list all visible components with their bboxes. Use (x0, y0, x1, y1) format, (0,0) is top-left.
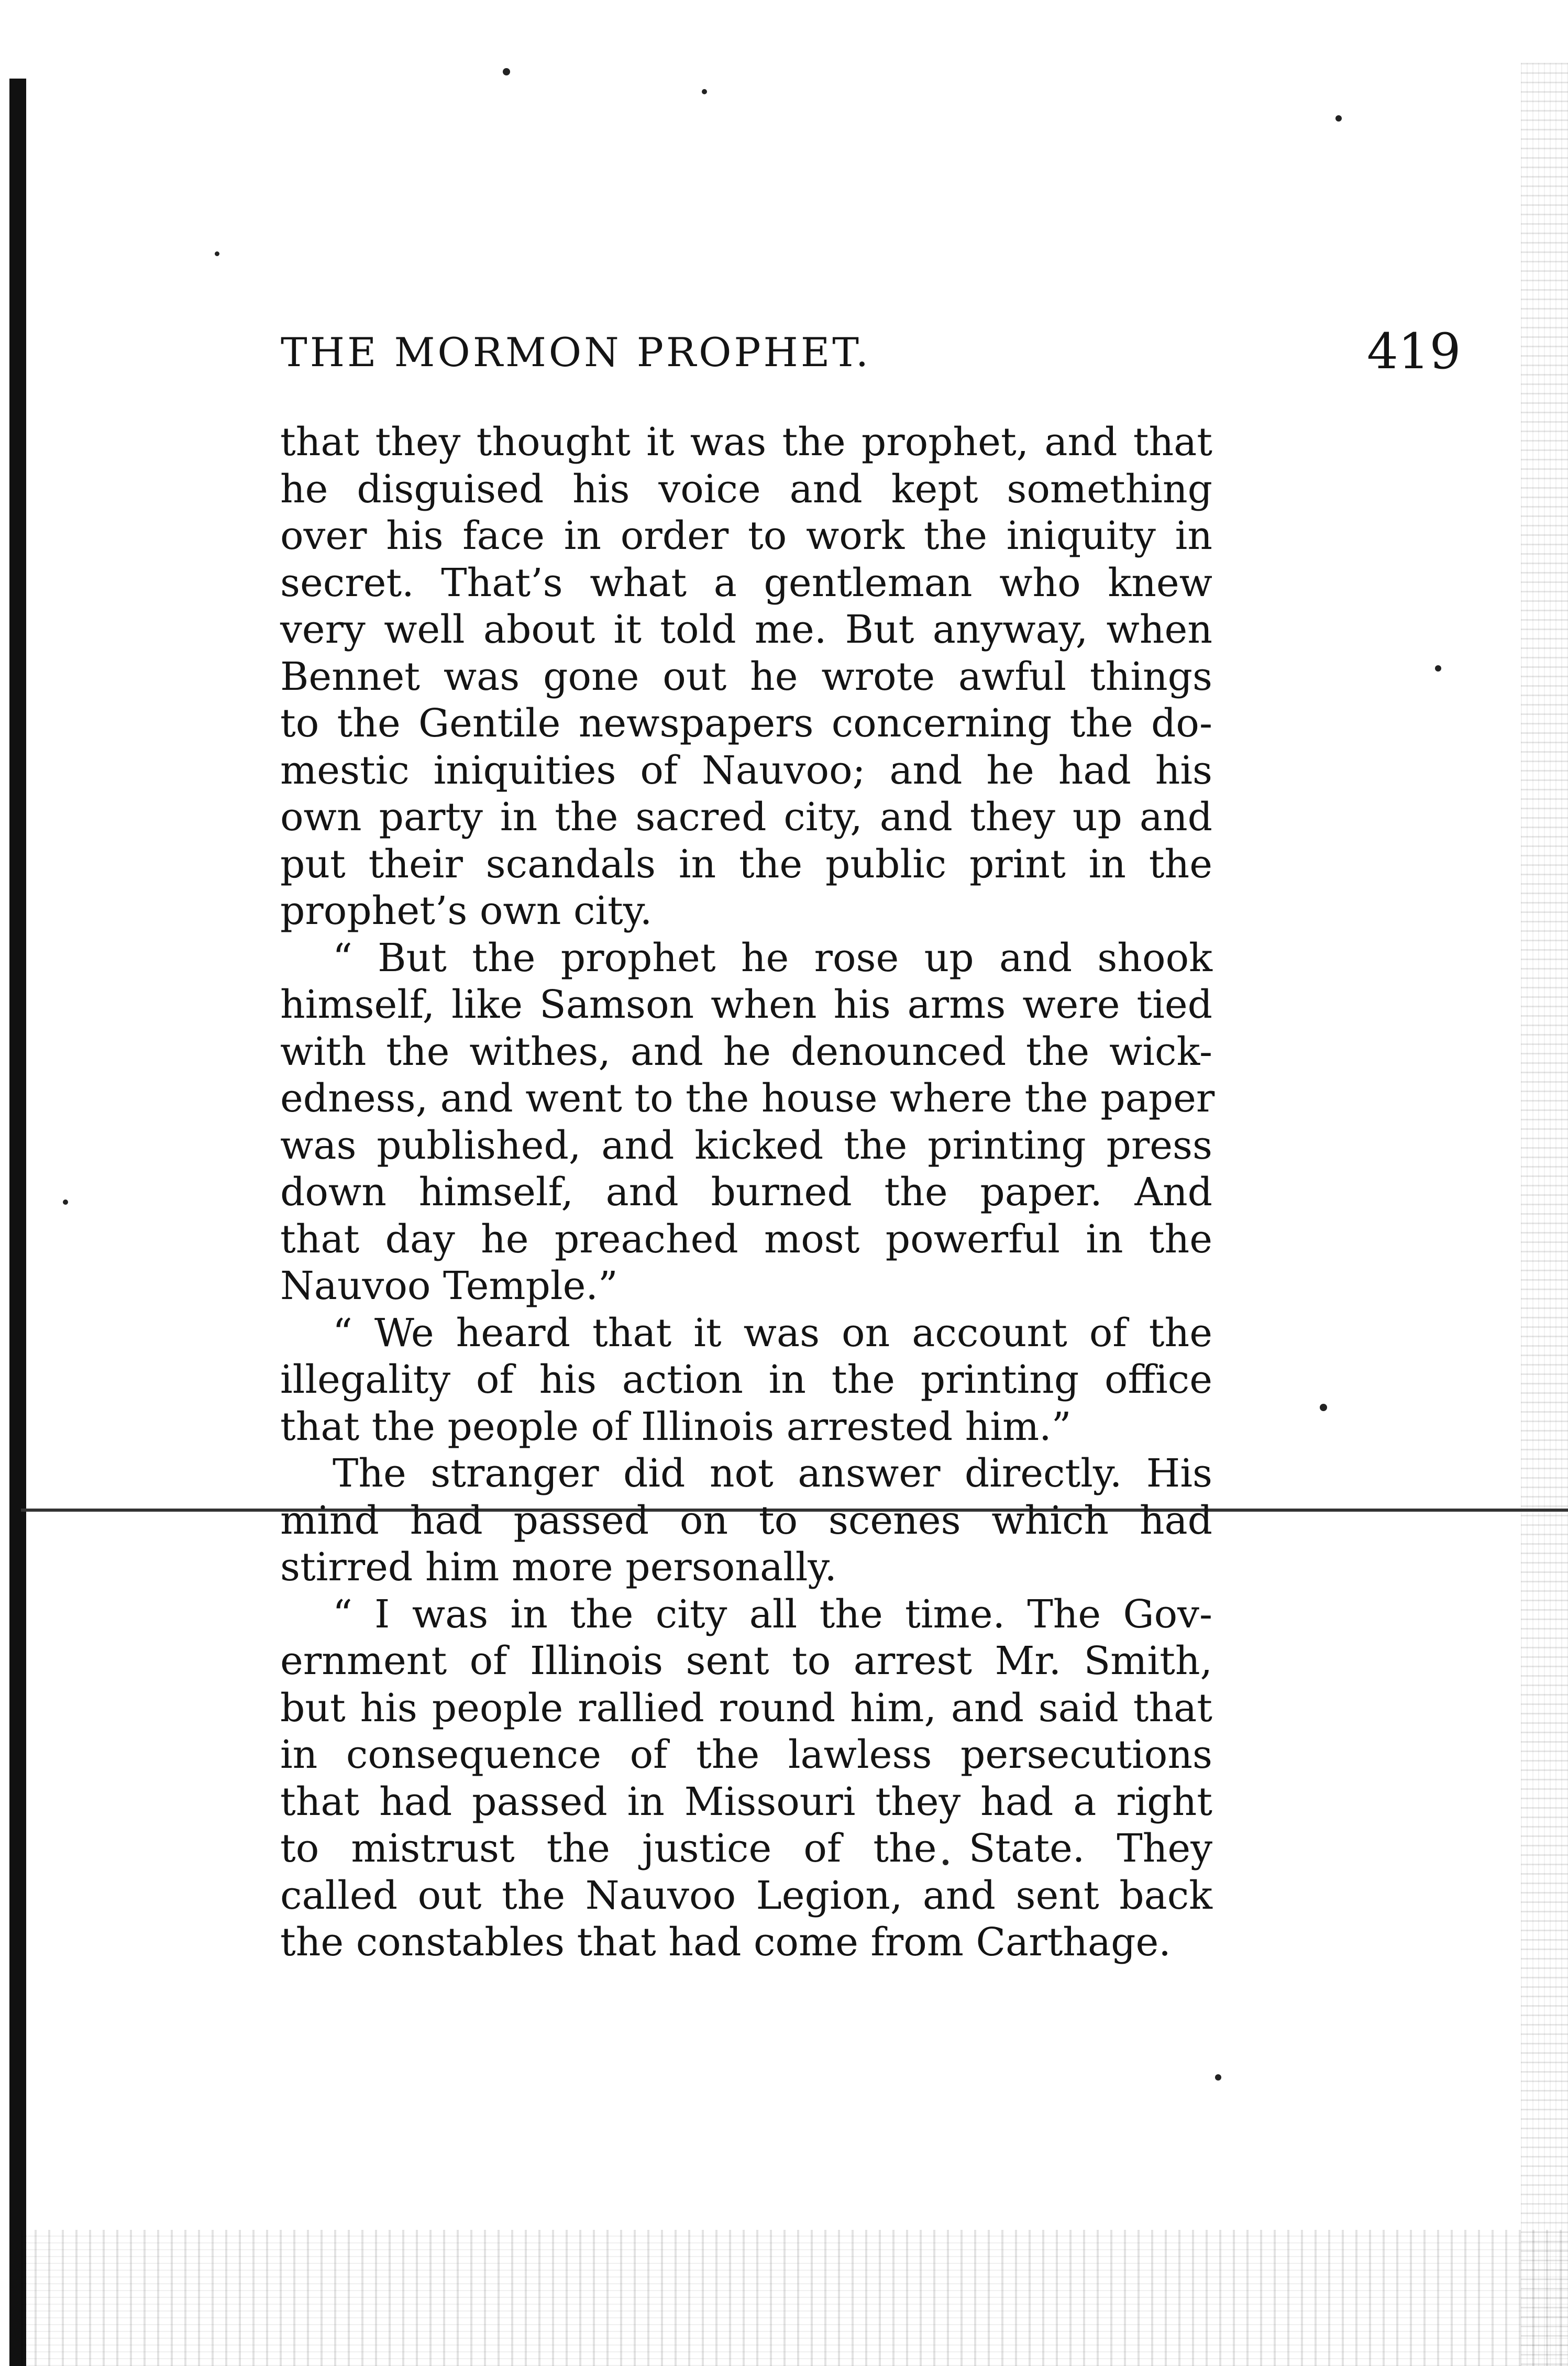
text-line: secret. That’s what a gentleman who knew (280, 560, 1212, 606)
scan-speck (63, 1199, 68, 1205)
text-line: The stranger did not answer directly. His (333, 1451, 1212, 1496)
text-line: over his face in order to work the iniquity in (280, 513, 1212, 558)
text-line: in consequence of the lawless persecutions (280, 1732, 1212, 1777)
text-line: mestic iniquities of Nauvoo; and he had his (280, 747, 1212, 793)
text-line: that day he preached most powerful in the (280, 1216, 1212, 1262)
scan-speck (503, 68, 510, 75)
text-line: edness, and went to the house where the paper (280, 1076, 1215, 1121)
text-line: very well about it told me. But anyway, when (280, 607, 1212, 652)
text-line: Bennet was gone out he wrote awful things (280, 654, 1212, 699)
scan-speck (1215, 2074, 1221, 2081)
scan-left-edge (9, 79, 26, 2366)
text-line: to mistrust the justice of the State. They (280, 1826, 1212, 1871)
text-line: illegality of his action in the printing office (280, 1357, 1212, 1402)
text-line: “ We heard that it was on account of the (333, 1310, 1212, 1356)
text-line: that had passed in Missouri they had a right (280, 1779, 1212, 1824)
scan-speck (215, 251, 219, 256)
text-line: called out the Nauvoo Legion, and sent back (280, 1873, 1212, 1918)
text-line: that the people of Illinois arrested him.” (280, 1404, 1072, 1449)
text-line: with the withes, and he denounced the wick- (280, 1029, 1212, 1074)
text-line: mind had passed on to scenes which had (280, 1498, 1212, 1543)
text-line: “ But the prophet he rose up and shook (333, 935, 1212, 981)
text-line: ernment of Illinois sent to arrest Mr. Smith, (280, 1638, 1212, 1683)
text-line: to the Gentile newspapers concerning the do- (280, 701, 1212, 746)
scan-speck (1335, 115, 1342, 122)
body-text (280, 419, 1215, 1966)
text-line: stirred him more personally. (280, 1545, 837, 1590)
text-line: own party in the sacred city, and they up and (280, 795, 1212, 840)
scan-speck (702, 89, 707, 94)
scan-speck (1320, 1404, 1327, 1411)
scan-speck (1435, 665, 1441, 672)
text-line: but his people rallied round him, and said that (280, 1685, 1212, 1731)
scan-bottom-edge-noise (21, 2230, 1568, 2366)
scan-right-edge-noise (1521, 63, 1568, 2366)
text-line: himself, like Samson when his arms were tied (280, 982, 1212, 1027)
text-line: the constables that had come from Carthage. (280, 1920, 1171, 1965)
text-line: put their scandals in the public print in the (280, 841, 1212, 887)
page-number: 419 (1367, 323, 1461, 380)
text-line: Nauvoo Temple.” (280, 1263, 618, 1308)
text-line: “ I was in the city all the time. The Gov- (333, 1591, 1212, 1637)
text-line: that they thought it was the prophet, and that (280, 420, 1212, 465)
running-head: THE MORMON PROPHET. (281, 329, 871, 376)
text-line: was published, and kicked the printing press (280, 1123, 1212, 1168)
text-line: he disguised his voice and kept something (280, 466, 1212, 512)
text-line: down himself, and burned the paper. And (280, 1170, 1212, 1215)
text-line: prophet’s own city. (280, 888, 653, 933)
